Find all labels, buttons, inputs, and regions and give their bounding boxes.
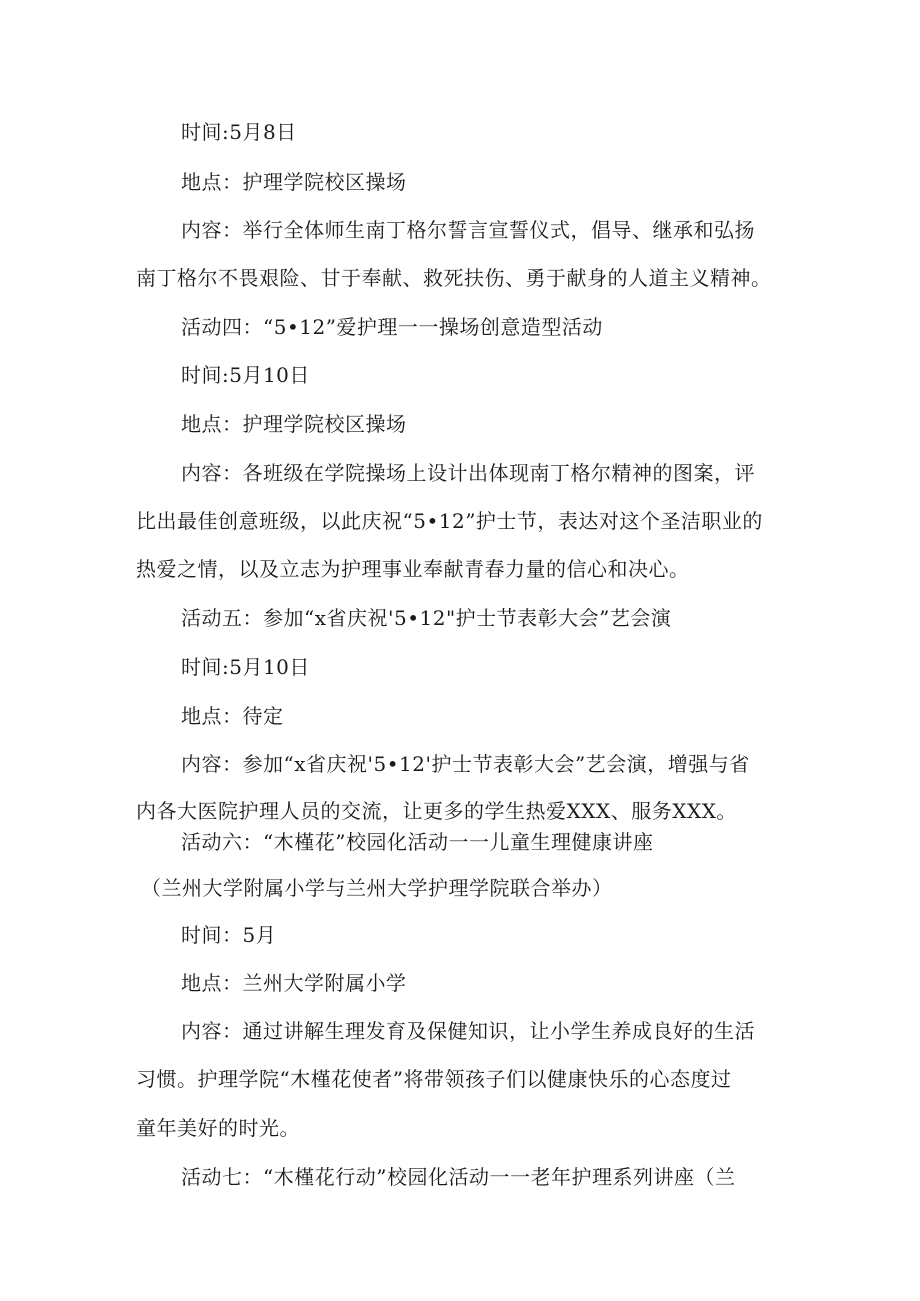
text-line: 内容：通过讲解生理发育及保健知识，让小学生养成良好的生活 [181, 1019, 755, 1043]
section-heading: 活动五：参加“x省庆祝'5•12"护士节表彰大会”艺会演 [181, 606, 672, 630]
text-line: 南丁格尔不畏艰险、甘于奉献、救死扶伤、勇于献身的人道主义精神。 [136, 266, 772, 290]
text-line: 内容：参加“x省庆祝'5•12'护士节表彰大会”艺会演，增强与省 [181, 752, 750, 776]
text-line: 时间:5月10日 [181, 655, 310, 679]
text-line: 地点：待定 [181, 704, 284, 728]
text-line: 内各大医院护理人员的交流，让更多的学生热爱XXX、服务XXX。 [136, 799, 737, 823]
text-line: （兰州大学附属小学与兰州大学护理学院联合举办） [141, 876, 613, 900]
text-line: 时间:5月10日 [181, 363, 310, 387]
text-line: 比出最佳创意班级，以此庆祝“5•12”护士节，表达对这个圣洁职业的 [136, 509, 763, 533]
text-line: 时间：5月 [181, 923, 277, 947]
section-heading: 活动四：“5•12”爱护理一一操场创意造型活动 [181, 315, 603, 339]
text-line: 地点：兰州大学附属小学 [181, 971, 407, 995]
text-line: 热爱之情，以及立志为护理事业奉献青春力量的信心和决心。 [136, 557, 690, 581]
text-line: 习惯。护理学院“木槿花使者”将带领孩子们以健康快乐的心态度过 [136, 1067, 732, 1091]
text-line: 地点：护理学院校区操场 [181, 170, 407, 194]
text-line: 内容：举行全体师生南丁格尔誓言宣誓仪式，倡导、继承和弘扬 [181, 218, 755, 242]
text-line: 时间:5月8日 [181, 120, 297, 144]
section-heading: 活动七：“木槿花行动”校园化活动一一老年护理系列讲座（兰 [181, 1165, 736, 1189]
text-line: 内容：各班级在学院操场上设计出体现南丁格尔精神的图案，评 [181, 461, 755, 485]
section-heading: 活动六：“木槿花”校园化活动一一儿童生理健康讲座 [181, 830, 654, 854]
text-line: 童年美好的时光。 [136, 1116, 300, 1140]
text-line: 地点：护理学院校区操场 [181, 412, 407, 436]
